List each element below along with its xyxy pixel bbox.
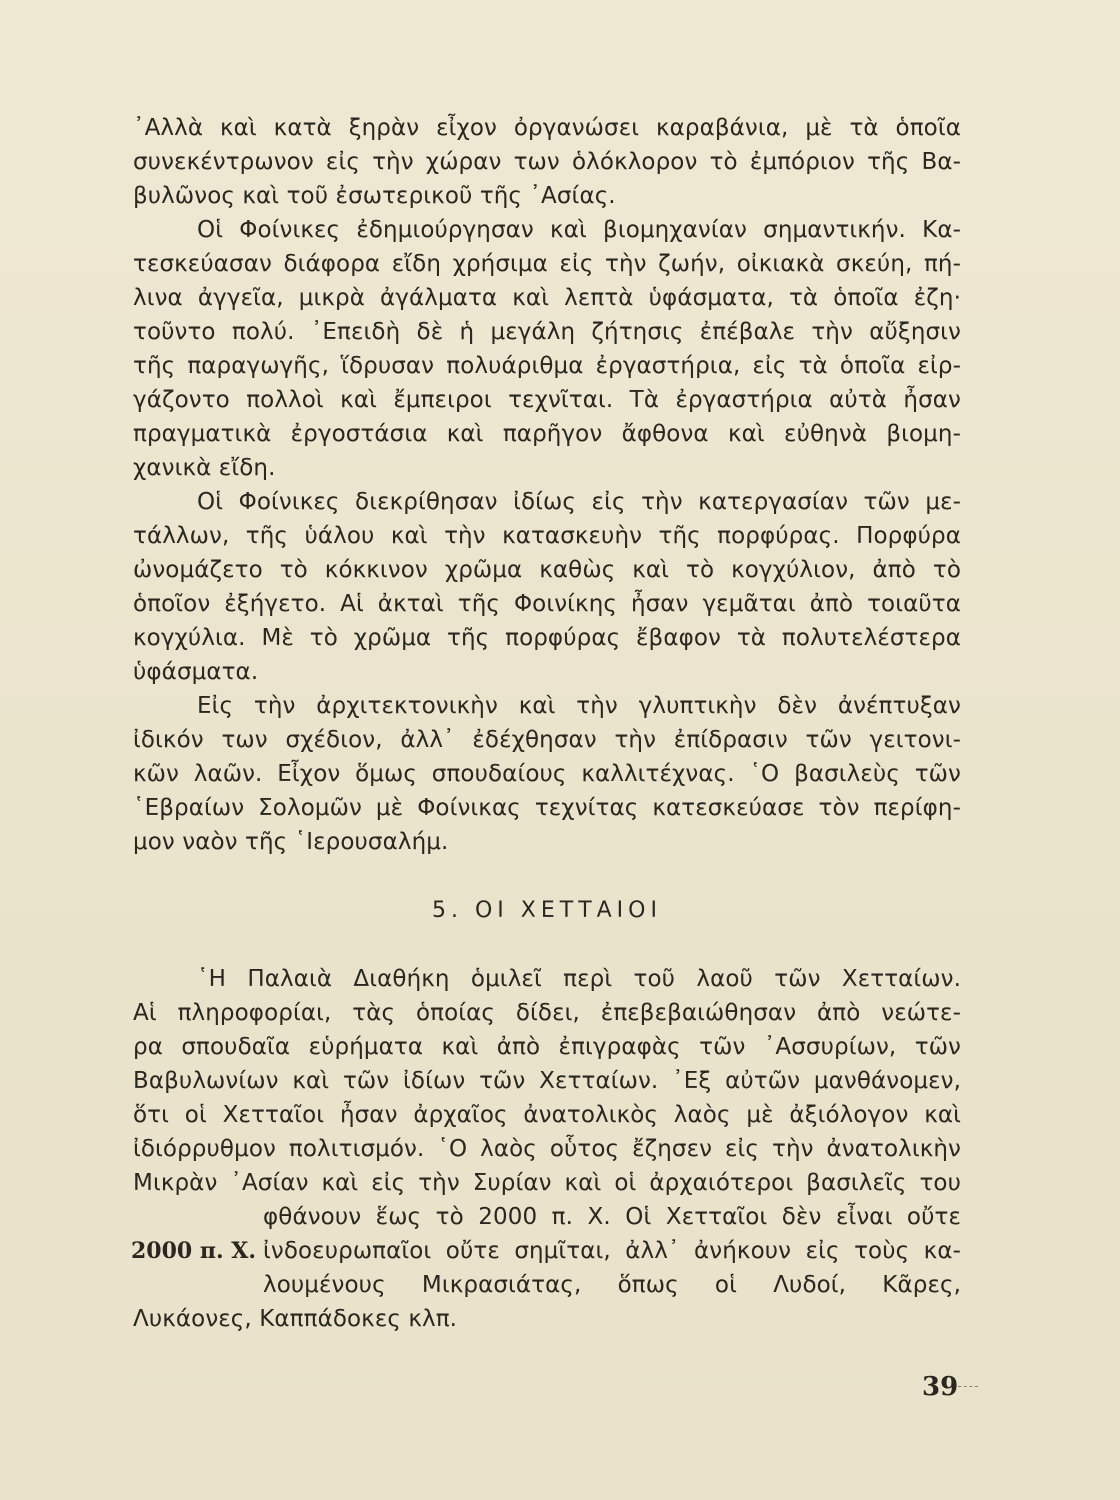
text-line: ᾿Αλλὰ καὶ κατὰ ξηρὰν εἶχον ὀργανώσει καραβάνια, μὲ τὰ ὁποῖα bbox=[133, 115, 961, 141]
text-line: ὅτι οἱ Χετταῖοι ἦσαν ἀρχαῖος ἀνατολικὸς λαὸς μὲ ἀξιόλογον καὶ bbox=[133, 1102, 961, 1128]
text-line: Οἱ Φοίνικες ἐδημιούργησαν καὶ βιομηχανίαν σημαντικήν. Κα- bbox=[197, 217, 961, 243]
text-line: ἰδιόρρυθμον πολιτισμόν. ῾Ο λαὸς οὗτος ἔζησεν εἰς τὴν ἀνατολικὴν bbox=[133, 1136, 961, 1162]
text-line: Οἱ Φοίνικες διεκρίθησαν ἰδίως εἰς τὴν κατεργασίαν τῶν με- bbox=[197, 489, 961, 515]
text-line: τάλλων, τῆς ὑάλου καὶ τὴν κατασκευὴν τῆς πορφύρας. Πορφύρα bbox=[133, 523, 961, 549]
text-line: ρα σπουδαῖα εὑρήματα καὶ ἀπὸ ἐπιγραφὰς τῶν ᾿Ασσυρίων, τῶν bbox=[133, 1034, 961, 1060]
text-line: πραγματικὰ ἐργοστάσια καὶ παρῆγον ἄφθονα καὶ εὐθηνὰ βιομη- bbox=[133, 421, 961, 447]
margin-note: 2000 π. Χ. bbox=[131, 1238, 257, 1264]
text-line: γάζοντο πολλοὶ καὶ ἔμπειροι τεχνῖται. Τὰ ἐργαστήρια αὐτὰ ἦσαν bbox=[133, 387, 961, 413]
text-line: τεσκεύασαν διάφορα εἴδη χρήσιμα εἰς τὴν ζωήν, οἰκιακὰ σκεύη, πή- bbox=[133, 251, 961, 277]
text-line: βυλῶνος καὶ τοῦ ἐσωτερικοῦ τῆς ᾿Ασίας. bbox=[133, 183, 616, 209]
text-line: φθάνουν ἕως τὸ 2000 π. Χ. Οἱ Χετταῖοι δὲν εἶναι οὔτε bbox=[263, 1204, 961, 1230]
text-line: τοῦντο πολύ. ᾿Επειδὴ δὲ ἡ μεγάλη ζήτησις ἐπέβαλε τὴν αὔξησιν bbox=[133, 319, 961, 345]
text-line: ὠνομάζετο τὸ κόκκινον χρῶμα καθὼς καὶ τὸ κογχύλιον, ἀπὸ τὸ bbox=[133, 557, 961, 583]
text-line: ἰνδοευρωπαῖοι οὔτε σημῖται, ἀλλ᾿ ἀνήκουν εἰς τοὺς κα- bbox=[263, 1238, 961, 1264]
text-line: ὑφάσματα. bbox=[133, 659, 259, 685]
text-line: Εἰς τὴν ἀρχιτεκτονικὴν καὶ τὴν γλυπτικὴν δὲν ἀνέπτυξαν bbox=[197, 693, 961, 719]
text-line: Λυκάονες, Καππάδοκες κλπ. bbox=[133, 1306, 458, 1332]
text-line: χανικὰ εἴδη. bbox=[133, 455, 276, 481]
page-number-dash bbox=[958, 1386, 978, 1387]
text-line: ῾Εβραίων Σολομῶν μὲ Φοίνικας τεχνίτας κατεσκεύασε τὸν περίφη- bbox=[133, 795, 961, 821]
section-heading: 5. ΟΙ ΧΕΤΤΑΙΟΙ bbox=[432, 898, 662, 923]
text-line: τῆς παραγωγῆς, ἵδρυσαν πολυάριθμα ἐργαστήρια, εἰς τὰ ὁποῖα εἰρ- bbox=[133, 353, 961, 379]
text-line: λουμένους Μικρασιάτας, ὅπως οἱ Λυδοί, Κᾶρες, bbox=[263, 1272, 961, 1298]
text-line: ῾Η Παλαιὰ Διαθήκη ὁμιλεῖ περὶ τοῦ λαοῦ τῶν Χετταίων. bbox=[197, 966, 961, 992]
text-line: ὁποῖον ἐξήγετο. Αἱ ἀκταὶ τῆς Φοινίκης ἦσαν γεμᾶται ἀπὸ τοιαῦτα bbox=[133, 591, 961, 617]
page-number: 39 bbox=[922, 1372, 959, 1402]
text-line: κογχύλια. Μὲ τὸ χρῶμα τῆς πορφύρας ἔβαφον τὰ πολυτελέστερα bbox=[133, 625, 961, 651]
text-line: κῶν λαῶν. Εἶχον ὅμως σπουδαίους καλλιτέχνας. ῾Ο βασιλεὺς τῶν bbox=[133, 761, 961, 787]
text-line: Βαβυλωνίων καὶ τῶν ἰδίων τῶν Χετταίων. ᾿Εξ αὐτῶν μανθάνομεν, bbox=[133, 1068, 961, 1094]
text-line: Αἱ πληροφορίαι, τὰς ὁποίας δίδει, ἐπεβεβαιώθησαν ἀπὸ νεώτε- bbox=[133, 1000, 961, 1026]
text-line: συνεκέντρωνον εἰς τὴν χώραν των ὁλόκλορον τὸ ἐμπόριον τῆς Βα- bbox=[133, 149, 961, 175]
text-line: Μικρὰν ᾿Ασίαν καὶ εἰς τὴν Συρίαν καὶ οἱ ἀρχαιότεροι βασιλεῖς του bbox=[133, 1170, 961, 1196]
text-line: ἰδικόν των σχέδιον, ἀλλ᾿ ἐδέχθησαν τὴν ἐπίδρασιν τῶν γειτονι- bbox=[133, 727, 961, 753]
text-line: μον ναὸν τῆς ῾Ιερουσαλήμ. bbox=[133, 829, 449, 855]
text-line: λινα ἀγγεῖα, μικρὰ ἀγάλματα καὶ λεπτὰ ὑφάσματα, τὰ ὁποῖα ἐζη· bbox=[133, 285, 961, 311]
